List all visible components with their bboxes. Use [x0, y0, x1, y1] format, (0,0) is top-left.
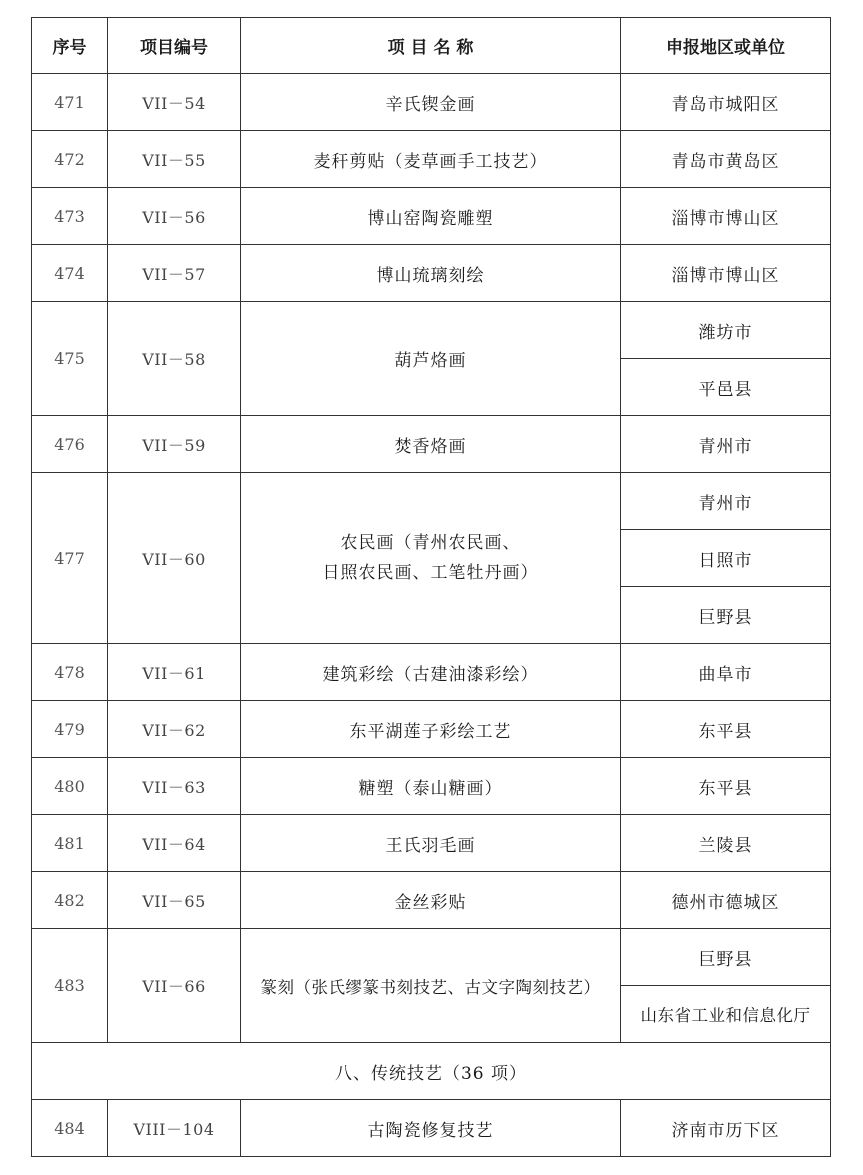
- region-cell: 巨野县: [621, 587, 831, 644]
- table-row: [32, 416, 831, 473]
- region-cell: 淄博市博山区: [621, 245, 831, 302]
- code-cell: VII－62: [108, 701, 241, 758]
- seq-cell: 481: [32, 815, 108, 872]
- table-row: [32, 872, 831, 929]
- table-row: [32, 188, 831, 245]
- table-row: [32, 758, 831, 815]
- region-cell: 曲阜市: [621, 644, 831, 701]
- table-row: [32, 701, 831, 758]
- seq-cell: 478: [32, 644, 108, 701]
- table-row: [32, 929, 831, 986]
- seq-cell: 482: [32, 872, 108, 929]
- code-cell: VII－60: [108, 473, 241, 644]
- table-row: [32, 473, 831, 530]
- seq-cell: 484: [32, 1100, 108, 1157]
- region-cell: 济南市历下区: [621, 1100, 831, 1157]
- name-cell: 东平湖莲子彩绘工艺: [241, 701, 621, 758]
- seq-cell: 483: [32, 929, 108, 1043]
- header-name: 项 目 名 称: [241, 18, 621, 74]
- name-cell: 王氏羽毛画: [241, 815, 621, 872]
- region-cell: 兰陵县: [621, 815, 831, 872]
- name-cell: 篆刻（张氏缪篆书刻技艺、古文字陶刻技艺）: [241, 929, 621, 1043]
- name-cell: 金丝彩贴: [241, 872, 621, 929]
- seq-cell: 473: [32, 188, 108, 245]
- header-row: [32, 18, 831, 74]
- table-row: [32, 644, 831, 701]
- seq-cell: 479: [32, 701, 108, 758]
- region-cell: 平邑县: [621, 359, 831, 416]
- name-cell: 博山琉璃刻绘: [241, 245, 621, 302]
- region-cell: 淄博市博山区: [621, 188, 831, 245]
- table-row: [32, 131, 831, 188]
- code-cell: VII－61: [108, 644, 241, 701]
- seq-cell: 480: [32, 758, 108, 815]
- seq-cell: 476: [32, 416, 108, 473]
- table-row: [32, 245, 831, 302]
- name-cell: 麦秆剪贴（麦草画手工技艺）: [241, 131, 621, 188]
- table-row: [32, 815, 831, 872]
- region-cell: 潍坊市: [621, 302, 831, 359]
- code-cell: VII－56: [108, 188, 241, 245]
- table-row: [32, 74, 831, 131]
- region-cell: 青州市: [621, 416, 831, 473]
- name-cell: 糖塑（泰山糖画）: [241, 758, 621, 815]
- table-row: [32, 1100, 831, 1157]
- name-line: 农民画（青州农民画、: [340, 533, 521, 553]
- region-cell: 青岛市城阳区: [621, 74, 831, 131]
- table-row: [32, 302, 831, 359]
- code-cell: VII－66: [108, 929, 241, 1043]
- code-cell: VII－63: [108, 758, 241, 815]
- code-cell: VII－57: [108, 245, 241, 302]
- code-cell: VIII－104: [108, 1100, 241, 1157]
- seq-cell: 477: [32, 473, 108, 644]
- name-cell: 博山窑陶瓷雕塑: [241, 188, 621, 245]
- region-cell: 德州市德城区: [621, 872, 831, 929]
- name-cell: [241, 473, 621, 644]
- region-cell: 巨野县: [621, 929, 831, 986]
- name-cell: 古陶瓷修复技艺: [241, 1100, 621, 1157]
- region-cell: 青州市: [621, 473, 831, 530]
- code-cell: VII－54: [108, 74, 241, 131]
- region-cell: 青岛市黄岛区: [621, 131, 831, 188]
- name-cell: 焚香烙画: [241, 416, 621, 473]
- section-title: 八、传统技艺（36 项）: [32, 1043, 831, 1100]
- name-cell: 葫芦烙画: [241, 302, 621, 416]
- code-cell: VII－55: [108, 131, 241, 188]
- section-row: [32, 1043, 831, 1100]
- name-line: 日照农民画、工笔牡丹画）: [322, 563, 539, 583]
- header-seq: 序号: [32, 18, 108, 74]
- seq-cell: 472: [32, 131, 108, 188]
- region-cell: 日照市: [621, 530, 831, 587]
- header-code: 项目编号: [108, 18, 241, 74]
- code-cell: VII－59: [108, 416, 241, 473]
- region-cell: 东平县: [621, 758, 831, 815]
- region-cell: 东平县: [621, 701, 831, 758]
- header-region: 申报地区或单位: [621, 18, 831, 74]
- seq-cell: 474: [32, 245, 108, 302]
- name-cell: 建筑彩绘（古建油漆彩绘）: [241, 644, 621, 701]
- name-cell: 辛氏锲金画: [241, 74, 621, 131]
- seq-cell: 471: [32, 74, 108, 131]
- code-cell: VII－65: [108, 872, 241, 929]
- heritage-table: [31, 17, 831, 1157]
- code-cell: VII－58: [108, 302, 241, 416]
- region-cell: 山东省工业和信息化厅: [621, 986, 831, 1043]
- code-cell: VII－64: [108, 815, 241, 872]
- seq-cell: 475: [32, 302, 108, 416]
